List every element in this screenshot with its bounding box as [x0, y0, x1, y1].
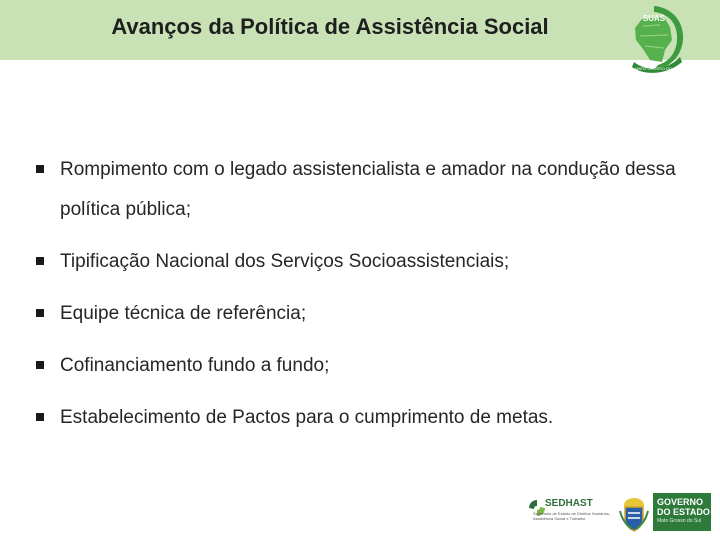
svg-text:MATO GROSSO DO SUL: MATO GROSSO DO SUL [635, 66, 681, 71]
sedhast-description: Secretaria de Estado de Direitos Humanos, Assistência Social e Trabalho [533, 511, 610, 521]
bullet-item [36, 242, 706, 282]
sedhast-logo [525, 492, 613, 532]
bullet-item [36, 294, 706, 334]
bullet-text: Tipificação Nacional dos Serviços Socioassistenciais; [60, 251, 510, 272]
coat-of-arms-icon [618, 495, 650, 533]
bullet-text: Rompimento com o legado assistencialista e amador na condução dessa política pública; [60, 159, 676, 220]
slide-title: Avanços da Política de Assistência Social [111, 14, 549, 39]
bullet-text: Estabelecimento de Pactos para o cumprimento de metas. [60, 407, 554, 428]
footer-logos [525, 492, 720, 536]
gov-label-line3: Mato Grosso do Sul [657, 518, 702, 524]
government-logo [653, 493, 711, 531]
bullet-item [36, 346, 706, 386]
gov-label-line2: DO ESTADO [657, 507, 710, 517]
gov-label-line1: GOVERNO [657, 497, 704, 507]
suas-logo-icon [622, 4, 688, 76]
square-bullet-icon [36, 413, 44, 421]
bullet-list [36, 150, 706, 450]
sedhast-name: SEDHAST [545, 498, 593, 509]
bullet-text: Cofinanciamento fundo a fundo; [60, 355, 330, 376]
bullet-item [36, 398, 706, 438]
square-bullet-icon [36, 309, 44, 317]
square-bullet-icon [36, 165, 44, 173]
bullet-text: Equipe técnica de referência; [60, 303, 307, 324]
bullet-item [36, 150, 706, 230]
square-bullet-icon [36, 257, 44, 265]
svg-text:SUAS: SUAS [642, 14, 666, 23]
square-bullet-icon [36, 361, 44, 369]
